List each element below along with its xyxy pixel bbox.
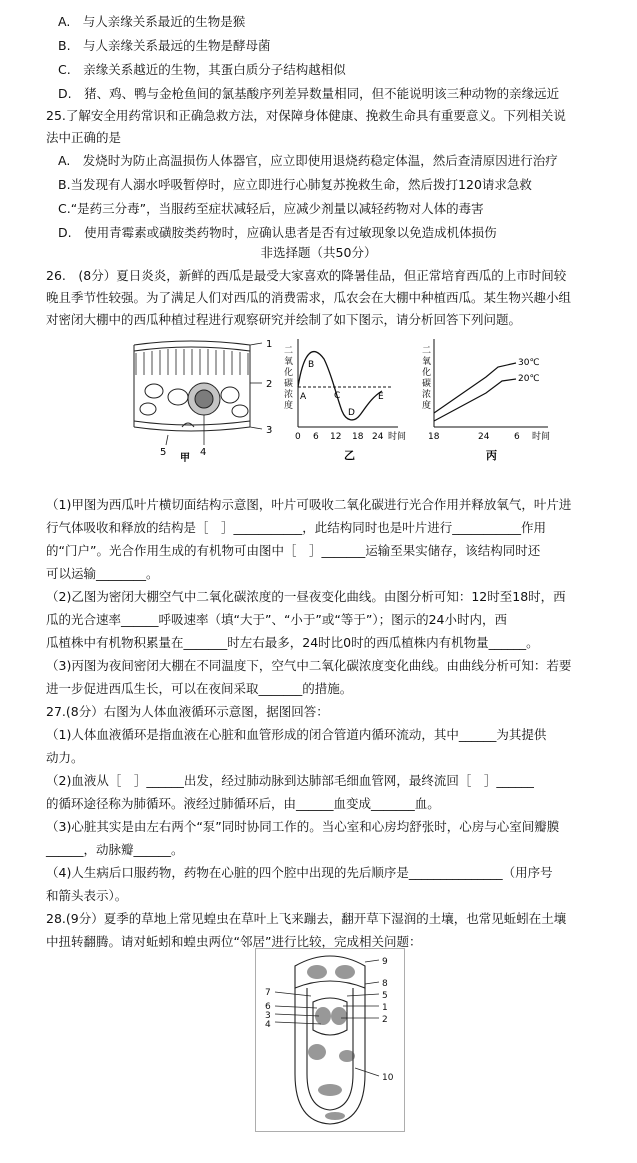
q27-line7: ______，动脉瓣______。: [46, 842, 184, 857]
blood-circulation-diagram: [255, 948, 405, 1132]
bing-ylabel-4: 浓: [422, 390, 432, 400]
q24-option-d: D. 猪、鸡、鸭与金枪鱼间的氯基酸序列差异数量相同，但不能说明该三种动物的亲缘远近: [58, 86, 560, 101]
yi-point-d: D: [348, 408, 355, 418]
circ-label-3: 3: [265, 1011, 271, 1021]
bing-ylabel-3: 碳: [422, 379, 432, 389]
q24-option-b: B. 与人亲缘关系最远的生物是酵母菌: [58, 38, 271, 53]
bing-series-20c: 20℃: [518, 374, 540, 384]
q26-sub-line2: 行气体吸收和释放的结构是［ ］___________，此结构同时也是叶片进行___________作用: [46, 520, 547, 535]
q25-option-c: C.“是药三分毒”，当服药至症状减轻后，应减少剂量以减轻药物对人体的毒害: [58, 201, 484, 216]
co2-day-curve-figure: [280, 335, 420, 465]
q27-line3: 动力。: [46, 750, 84, 765]
jia-label-2: 2: [266, 379, 273, 390]
bing-xlabel: 时间: [532, 432, 551, 442]
jia-label-4: 4: [200, 447, 207, 458]
yi-xtick-0: 0: [295, 432, 301, 442]
bing-curve-30c: [434, 363, 516, 413]
circ-label-10: 10: [382, 1073, 394, 1083]
circulation-vessels: [295, 956, 365, 1124]
q26-sub-line8: （3)丙图为夜间密闭大棚在不同温度下，空气中二氧化碳浓度变化曲线。由曲线分析可知：若要: [46, 658, 572, 673]
jia-label-1: 1: [266, 339, 273, 350]
q26-sub-line4: 可以运输________。: [46, 566, 159, 581]
yi-caption: 乙: [344, 449, 355, 462]
circ-label-4: 4: [265, 1020, 271, 1030]
yi-xtick-12: 12: [330, 432, 342, 442]
jia-label-5: 5: [160, 447, 167, 458]
q27-line8: （4)人生病后口服药物，药物在心脏的四个腔中出现的先后顺序是_______________（用序号: [46, 865, 553, 880]
q27-line1: 27.(8分）右图为人体血液循环示意图，据图回答：: [46, 704, 329, 719]
q26-intro-line1: 26. (8分）夏日炎炎，新鲜的西瓜是最受大家喜欢的降暑佳品，但正常培育西瓜的上市时间较: [46, 268, 567, 283]
leaf-cross-section-drawing: [134, 341, 250, 431]
q25-option-a: A. 发烧时为防止高温损伤人体器官，应立即使用退烧药稳定体温，然后查清原因进行治疗: [58, 153, 558, 168]
q25-option-d: D. 使用青霉素或磺胺类药物时，应确认患者是否有过敏现象以免造成机体损伤: [58, 225, 497, 240]
bing-series-30c: 30℃: [518, 358, 540, 368]
yi-xtick-18: 18: [352, 432, 364, 442]
q27-line2: （1)人体血液循环是指血液在心脏和血管形成的闭合管道内循环流动，其中______为其提供: [46, 727, 547, 742]
q28-line1: 28.(9分）夏季的草地上常见蝗虫在草叶上飞来蹦去，翻开草下湿润的土壤，也常见蚯蚓在土壤: [46, 911, 567, 926]
q26-sub-line3: 的“门户”。光合作用生成的有机物可由图中［ ］_______运输至果实储存，该结构同时还: [46, 543, 541, 558]
yi-point-c: C: [334, 391, 341, 401]
q24-option-c: C. 亲缘关系越近的生物，其蛋白质分子结构越相似: [58, 62, 346, 77]
yi-point-b: B: [308, 360, 315, 370]
bing-xtick-24: 24: [478, 432, 490, 442]
q27-line6: （3)心脏其实是由左右两个“泵”同时协同工作的。当心室和心房均舒张时，心房与心室间瓣膜: [46, 819, 560, 834]
circ-label-1: 1: [382, 1003, 388, 1013]
yi-ylabel-2: 化: [284, 368, 294, 378]
q25-stem-line1: 25.了解安全用药常识和正确急救方法，对保障身体健康、挽救生命具有重要意义。下列相关说: [46, 108, 566, 123]
bing-caption: 丙: [486, 449, 497, 462]
yi-ylabel-0: 二: [284, 346, 294, 356]
yi-point-e: E: [378, 392, 384, 402]
q26-sub-line7: 瓜植株中有机物积累量在_______时左右最多，24时比0时的西瓜植株内有机物量______。: [46, 635, 539, 650]
circ-label-2: 2: [382, 1015, 388, 1025]
q25-option-b: B.当发现有人溺水呼吸暂停时，应立即进行心肺复苏挽救生命，然后拨打120请求急救: [58, 177, 532, 192]
bing-ylabel-0: 二: [422, 346, 432, 356]
yi-xlabel: 时间: [388, 432, 407, 442]
yi-ylabel-3: 碳: [284, 379, 294, 389]
bing-ylabel-2: 化: [422, 368, 432, 378]
circ-label-5: 5: [382, 991, 388, 1001]
q27-line9: 和箭头表示）。: [46, 888, 128, 903]
yi-point-a: A: [300, 392, 307, 402]
section-title: 非选择题（共50分）: [260, 245, 377, 260]
circ-label-7: 7: [265, 988, 271, 998]
q26-sub-line1: （1)甲图为西瓜叶片横切面结构示意图，叶片可吸收二氧化碳进行光合作用并释放氧气，叶片进: [46, 497, 572, 512]
leaf-cross-section-figure: [120, 335, 280, 465]
circ-label-6: 6: [265, 1002, 271, 1012]
co2-night-temperature-figure: [420, 335, 560, 465]
bing-ylabel-5: 度: [422, 401, 432, 411]
bing-ylabel-1: 氧: [422, 357, 432, 367]
bing-xtick-18: 18: [428, 432, 440, 442]
q27-line5: 的循环途径称为肺循环。液经过肺循环后，由______血变成_______血。: [46, 796, 440, 811]
q26-intro-line3: 对密闭大棚中的西瓜种植过程进行观察研究并绘制了如下图示，请分析回答下列问题。: [46, 312, 522, 327]
yi-xtick-6: 6: [313, 432, 319, 442]
q26-intro-line2: 晚且季节性较强。为了满足人们对西瓜的消费需求，瓜农会在大棚中种植西瓜。某生物兴趣小组: [46, 290, 572, 305]
circ-label-8: 8: [382, 979, 388, 989]
yi-ylabel-1: 氧: [284, 357, 294, 367]
yi-ylabel-5: 度: [284, 401, 294, 411]
circ-label-9: 9: [382, 957, 388, 967]
q27-line4: （2)血液从［ ］______出发，经过肺动脉到达肺部毛细血管网，最终流回［ ］______: [46, 773, 534, 788]
q26-sub-line9: 进一步促进西瓜生长，可以在夜间采取_______的措施。: [46, 681, 353, 696]
q26-sub-line5: （2)乙图为密闭大棚空气中二氧化碳浓度的一昼夜变化曲线。由图分析可知：12时至18时，西: [46, 589, 566, 604]
bing-xtick-6: 6: [514, 432, 520, 442]
jia-label-3: 3: [266, 425, 273, 436]
q24-option-a: A. 与人亲缘关系最近的生物是猴: [58, 14, 246, 29]
yi-xtick-24: 24: [372, 432, 384, 442]
yi-ylabel-4: 浓: [284, 390, 294, 400]
q25-stem-line2: 法中正确的是: [46, 130, 122, 145]
q28-line2: 中扭转翻腾。请对蚯蚓和蝗虫两位“邻居”进行比较，完成相关问题：: [46, 934, 422, 949]
q26-sub-line6: 瓜的光合速率______呼吸速率（填“大于”、“小于”或“等于”）；图示的24小时内，西: [46, 612, 508, 627]
jia-caption: 甲: [180, 453, 190, 464]
